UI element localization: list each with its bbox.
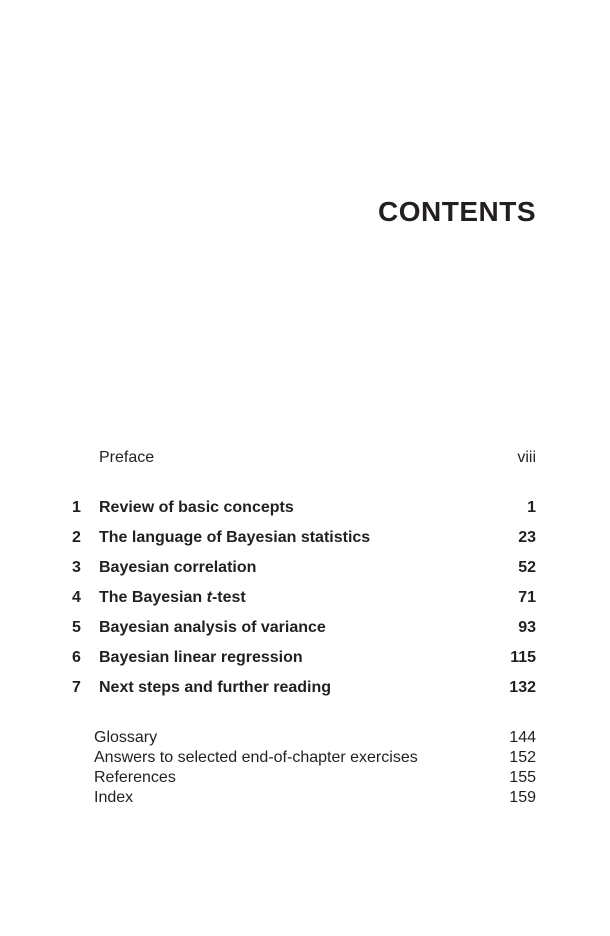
back-matter-page: 144: [509, 729, 536, 746]
chapter-page: 52: [518, 559, 536, 576]
toc-back-glossary: [0, 728, 610, 748]
chapter-title-italic: t: [206, 589, 212, 606]
chapter-page: 1: [527, 499, 536, 516]
chapter-page: 115: [510, 649, 536, 666]
toc-entry-page: viii: [517, 449, 536, 466]
toc-back-answers: [0, 748, 610, 768]
chapter-page: 132: [509, 679, 536, 696]
chapter-number: 5: [72, 619, 81, 636]
chapter-number: 2: [72, 529, 81, 546]
chapter-title: Bayesian linear regression: [99, 649, 303, 666]
chapter-number: 6: [72, 649, 81, 666]
back-matter-title: References: [94, 769, 176, 786]
chapter-page: 93: [518, 619, 536, 636]
back-matter-title: Index: [94, 789, 134, 806]
toc-chapter-4: [0, 587, 610, 609]
chapter-title: [99, 587, 246, 609]
toc-entry-title: Preface: [99, 449, 155, 466]
chapter-number: 3: [72, 559, 81, 576]
toc-chapter-7: [0, 677, 610, 699]
back-matter-page: 155: [509, 769, 536, 786]
chapter-page: 23: [518, 529, 536, 546]
chapter-number: 7: [72, 679, 81, 696]
chapter-title: Bayesian correlation: [99, 559, 257, 576]
back-matter-title: Glossary: [94, 729, 158, 746]
chapter-title-part: The Bayesian: [99, 589, 207, 606]
chapter-title: Review of basic concepts: [99, 499, 294, 516]
toc-entry-preface: [0, 447, 610, 469]
page-title: CONTENTS: [378, 196, 536, 227]
chapter-title: Bayesian analysis of variance: [99, 619, 326, 636]
toc-back-references: [0, 768, 610, 788]
chapter-number: 1: [72, 499, 81, 516]
chapter-number: 4: [72, 589, 81, 606]
back-matter-title: Answers to selected end-of-chapter exercises: [94, 749, 418, 766]
toc-chapter-5: [0, 617, 610, 639]
back-matter-page: 152: [509, 749, 536, 766]
chapter-title: The language of Bayesian statistics: [99, 529, 371, 546]
toc-chapter-2: [0, 527, 610, 549]
chapter-title-part: -test: [211, 589, 246, 606]
back-matter-page: 159: [509, 789, 536, 806]
chapter-title: Next steps and further reading: [99, 679, 332, 696]
toc-back-index: [0, 788, 610, 808]
toc-chapter-3: [0, 557, 610, 579]
toc-chapter-1: [0, 497, 610, 519]
toc-chapter-6: [0, 647, 610, 669]
chapter-page: 71: [518, 589, 536, 606]
